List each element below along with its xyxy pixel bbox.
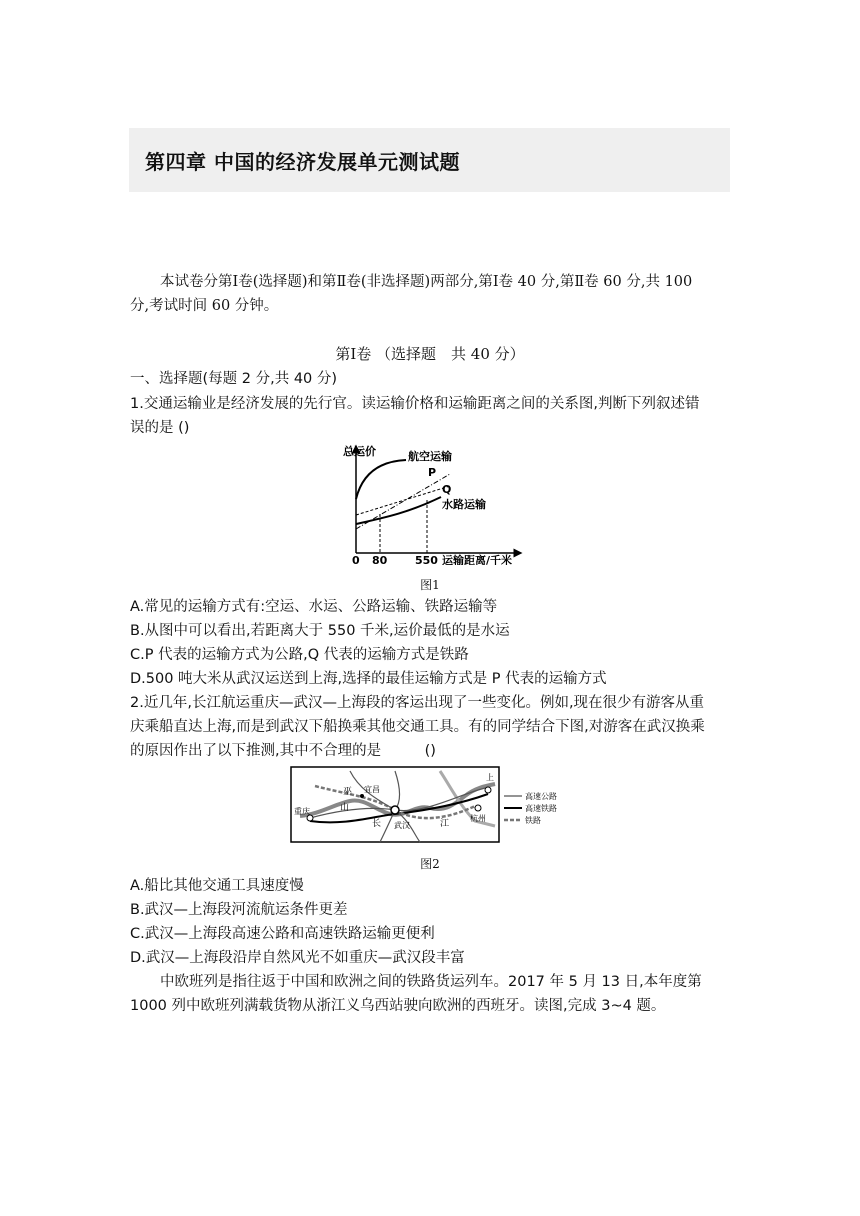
p-label: P (428, 466, 437, 479)
intro-line-2: 分,考试时间 60 分钟。 (130, 298, 279, 314)
x-axis-label: 运输距离/千米 (442, 554, 513, 565)
q1-stem-line-2: 误的是 () (130, 420, 190, 436)
label-shan: 山 (340, 803, 350, 813)
water-transport-curve (356, 497, 441, 524)
q-label: Q (442, 483, 452, 496)
section-heading: 第Ⅰ卷 （选择题 共 40 分） (335, 345, 525, 363)
part-heading: 一、选择题(每题 2 分,共 40 分) (130, 371, 338, 387)
q3-intro-line-2: 1000 列中欧班列满载货物从浙江义乌西站驶向欧洲的西班牙。读图,完成 3~4 题。 (130, 998, 666, 1014)
legend-rail: 铁路 (525, 816, 541, 825)
legend-hsr: 高速铁路 (525, 804, 557, 813)
city-chongqing: 重庆 (294, 807, 310, 816)
q3-intro-line-1: 中欧班列是指往返于中国和欧洲之间的铁路货运列车。2017 年 5 月 13 日,本年度第 (160, 974, 702, 990)
legend-highway: 高速公路 (525, 792, 557, 801)
city-yichang: 宜昌 (364, 785, 380, 794)
q1-stem-line-1: 1.交通运输业是经济发展的先行官。读运输价格和运输距离之间的关系图,判断下列叙述错 (130, 396, 700, 412)
q2-stem-line-1: 2.近几年,长江航运重庆—武汉—上海段的客运出现了一些变化。例如,现在很少有游客从重 (130, 695, 705, 711)
map-frame (291, 767, 499, 842)
air-transport-label: 航空运输 (408, 450, 452, 463)
q1-option-c: C.P 代表的运输方式为公路,Q 代表的运输方式是铁路 (130, 647, 469, 663)
tick-80: 80 (372, 554, 388, 565)
tick-550: 550 (415, 554, 438, 565)
wuhan-marker (391, 806, 399, 814)
intro-line-1: 本试卷分第Ⅰ卷(选择题)和第Ⅱ卷(非选择题)两部分,第Ⅰ卷 40 分,第Ⅱ卷 60 分,共 100 (160, 274, 693, 290)
q1-option-a: A.常见的运输方式有:空运、水运、公路运输、铁路运输等 (130, 599, 498, 615)
figure-1-transport-cost-chart (338, 441, 528, 565)
q2-stem-line-2: 庆乘船直达上海,而是到武汉下船换乘其他交通工具。有的同学结合下图,对游客在武汉换乘 (130, 719, 705, 735)
title-band (129, 128, 730, 192)
y-axis-label: 总运价 (343, 445, 376, 458)
label-wu: 巫 (343, 787, 353, 797)
tick-origin: 0 (352, 554, 360, 565)
air-transport-curve (356, 460, 406, 499)
q2-stem-line-3: 的原因作出了以下推测,其中不合理的是 () (130, 743, 436, 759)
q2-option-a: A.船比其他交通工具速度慢 (130, 878, 304, 894)
figure-2-caption: 图2 (420, 857, 440, 871)
page-title: 第四章 中国的经济发展单元测试题 (145, 150, 460, 174)
label-jiang: 江 (440, 819, 450, 829)
shanghai-marker (485, 787, 491, 793)
yichang-marker (360, 794, 364, 798)
city-hangzhou: 杭州 (470, 814, 486, 823)
q1-option-b: B.从图中可以看出,若距离大于 550 千米,运价最低的是水运 (130, 623, 510, 639)
water-transport-label: 水路运输 (442, 498, 486, 511)
q2-option-d: D.武汉—上海段沿岸自然风光不如重庆—武汉段丰富 (130, 950, 465, 966)
hangzhou-marker (475, 805, 481, 811)
q2-option-b: B.武汉—上海段河流航运条件更差 (130, 902, 348, 918)
label-chang: 长 (372, 819, 382, 829)
city-shanghai: 上 (486, 773, 494, 782)
q1-option-d: D.500 吨大米从武汉运送到上海,选择的最佳运输方式是 P 代表的运输方式 (130, 671, 607, 687)
q2-option-c: C.武汉—上海段高速公路和高速铁路运输更便利 (130, 926, 435, 942)
figure-1-caption: 图1 (420, 578, 440, 592)
city-wuhan: 武汉 (394, 821, 410, 830)
figure-2-transport-map (290, 766, 570, 844)
